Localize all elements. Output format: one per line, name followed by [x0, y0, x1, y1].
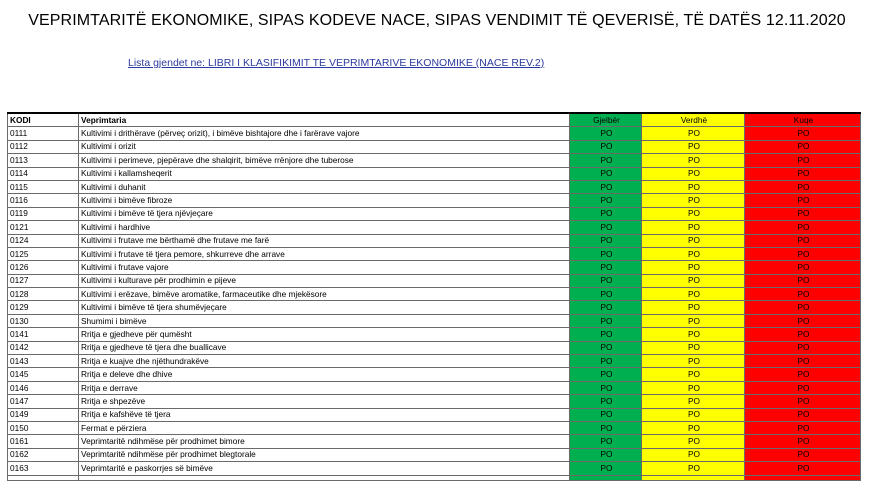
cell-veprimtaria: Kultivimi i kallamsheqerit [79, 167, 570, 180]
cell-gjelber: PO [570, 341, 642, 354]
cell-veprimtaria: Kultivimi i bimëve të tjera njëvjeçare [79, 207, 570, 220]
cell-veprimtaria: Kultivimi i frutave vajore [79, 261, 570, 274]
cell-gjelber: PO [570, 368, 642, 381]
cell-veprimtaria: Rritja e kafshëve të tjera [79, 408, 570, 421]
cell-gjelber: PO [570, 328, 642, 341]
cell-veprimtaria: Kultivimi i orizit [79, 140, 570, 153]
table-row [8, 462, 861, 475]
cell-kodi: 0112 [8, 140, 79, 153]
cell-gjelber: PO [570, 261, 642, 274]
cell-kuqe: PO [745, 247, 861, 260]
table-row [8, 234, 861, 247]
cell-kodi: 0119 [8, 207, 79, 220]
cell-kodi: 0130 [8, 314, 79, 327]
cell-kuqe: PO [745, 127, 861, 140]
cell-veprimtaria: Rritja e shpezëve [79, 395, 570, 408]
cell-veprimtaria: Veprimtaritë e paskorrjes së bimëve [79, 462, 570, 475]
cell-gjelber: PO [570, 194, 642, 207]
table-row [8, 154, 861, 167]
table-row [8, 207, 861, 220]
cell-verdhe: PO [642, 314, 745, 327]
cell-kuqe: PO [745, 368, 861, 381]
cell-gjelber: PO [570, 462, 642, 475]
table-row [8, 395, 861, 408]
cell-gjelber: PO [570, 154, 642, 167]
cell-verdhe: PO [642, 140, 745, 153]
cell-gjelber: PO [570, 421, 642, 434]
table-row [8, 314, 861, 327]
cell-gjelber: PO [570, 140, 642, 153]
cell-kuqe: PO [745, 341, 861, 354]
table-row [8, 140, 861, 153]
cell-kodi: 0161 [8, 435, 79, 448]
cell-veprimtaria: Kultivimi i frutave të tjera pemore, shkurreve dhe arrave [79, 247, 570, 260]
cell-verdhe: PO [642, 288, 745, 301]
cell-veprimtaria: Kultivimi i erëzave, bimëve aromatike, farmaceutike dhe mjekësore [79, 288, 570, 301]
cell-kodi: 0116 [8, 194, 79, 207]
cell-kuqe: PO [745, 462, 861, 475]
cell-veprimtaria: Kultivimi i kulturave për prodhimin e pijeve [79, 274, 570, 287]
cell-kodi: 0113 [8, 154, 79, 167]
cell-verdhe: PO [642, 408, 745, 421]
cell-kuqe: PO [745, 274, 861, 287]
cell-kuqe: PO [745, 435, 861, 448]
cell-kodi: 0141 [8, 328, 79, 341]
cell-veprimtaria: Veprimtaritë ndihmëse për prodhimet blegtorale [79, 448, 570, 461]
cell-gjelber: PO [570, 180, 642, 193]
cell-verdhe: PO [642, 154, 745, 167]
cell-gjelber: PO [570, 435, 642, 448]
cell-veprimtaria: Rritja e kuajve dhe njëthundrakëve [79, 355, 570, 368]
cell-verdhe: PO [642, 180, 745, 193]
cell-kodi: 0149 [8, 408, 79, 421]
cell-kodi: 0124 [8, 234, 79, 247]
cell-kuqe: PO [745, 167, 861, 180]
nace-list-link[interactable]: Lista gjendet ne: LIBRI I KLASIFIKIMIT TE VEPRIMTARIVE EKONOMIKE (NACE REV.2) [128, 57, 545, 69]
header-kodi: KODI [8, 113, 79, 127]
cell-kuqe: PO [745, 314, 861, 327]
table-header-row [8, 113, 861, 127]
cell-veprimtaria: Fermat e përziera [79, 421, 570, 434]
cell-verdhe: PO [642, 421, 745, 434]
cell-kodi: 0145 [8, 368, 79, 381]
cell-kodi: 0142 [8, 341, 79, 354]
table-row [8, 261, 861, 274]
cell-kodi: 0146 [8, 381, 79, 394]
cell-kuqe: PO [745, 408, 861, 421]
cell-gjelber: PO [570, 167, 642, 180]
cell-kuqe: PO [745, 140, 861, 153]
cell-verdhe: PO [642, 221, 745, 234]
cell-verdhe: PO [642, 435, 745, 448]
cell-kodi: 0127 [8, 274, 79, 287]
cell-gjelber: PO [570, 314, 642, 327]
cell-gjelber: PO [570, 234, 642, 247]
cell-kuqe: PO [745, 194, 861, 207]
page-title: VEPRIMTARITË EKONOMIKE, SIPAS KODEVE NACE, SIPAS VENDIMIT TË QEVERISË, TË DATËS 12.11.2020 [28, 12, 846, 29]
cell-verdhe: PO [642, 328, 745, 341]
cell-cutoff [745, 475, 861, 480]
cell-veprimtaria: Kultivimi i hardhive [79, 221, 570, 234]
cell-veprimtaria: Veprimtaritë ndihmëse për prodhimet bimore [79, 435, 570, 448]
cell-kuqe: PO [745, 395, 861, 408]
cell-kodi: 0162 [8, 448, 79, 461]
table-row [8, 355, 861, 368]
table-row [8, 301, 861, 314]
cell-kuqe: PO [745, 301, 861, 314]
cell-gjelber: PO [570, 395, 642, 408]
cell-verdhe: PO [642, 462, 745, 475]
cell-verdhe: PO [642, 341, 745, 354]
cell-verdhe: PO [642, 381, 745, 394]
header-veprimtaria: Veprimtaria [79, 113, 570, 127]
cell-veprimtaria: Shumimi i bimëve [79, 314, 570, 327]
cell-kodi: 0114 [8, 167, 79, 180]
table-row [8, 288, 861, 301]
cell-verdhe: PO [642, 247, 745, 260]
header-kuqe: Kuqe [745, 113, 861, 127]
cell-verdhe: PO [642, 167, 745, 180]
cell-verdhe: PO [642, 368, 745, 381]
cell-kuqe: PO [745, 180, 861, 193]
cell-gjelber: PO [570, 408, 642, 421]
cell-veprimtaria: Kultivimi i duhanit [79, 180, 570, 193]
cell-kuqe: PO [745, 328, 861, 341]
cell-kuqe: PO [745, 261, 861, 274]
cell-kuqe: PO [745, 448, 861, 461]
cell-veprimtaria: Rritja e deleve dhe dhive [79, 368, 570, 381]
cell-gjelber: PO [570, 221, 642, 234]
cell-gjelber: PO [570, 207, 642, 220]
table-row [8, 381, 861, 394]
cell-gjelber: PO [570, 381, 642, 394]
cell-kuqe: PO [745, 234, 861, 247]
cell-veprimtaria: Kultivimi i bimëve të tjera shumëvjeçare [79, 301, 570, 314]
cell-gjelber: PO [570, 247, 642, 260]
table-row [8, 127, 861, 140]
cell-gjelber: PO [570, 355, 642, 368]
cell-kodi: 0147 [8, 395, 79, 408]
table-row [8, 180, 861, 193]
cell-gjelber: PO [570, 127, 642, 140]
cell-verdhe: PO [642, 301, 745, 314]
cell-verdhe: PO [642, 194, 745, 207]
cell-gjelber: PO [570, 301, 642, 314]
cell-kodi: 0111 [8, 127, 79, 140]
cell-cutoff [642, 475, 745, 480]
cell-kuqe: PO [745, 221, 861, 234]
cell-kuqe: PO [745, 288, 861, 301]
cell-verdhe: PO [642, 234, 745, 247]
cell-verdhe: PO [642, 274, 745, 287]
cell-veprimtaria: Rritja e gjedheve për qumësht [79, 328, 570, 341]
cell-kodi: 0115 [8, 180, 79, 193]
table-row [8, 435, 861, 448]
cell-kuqe: PO [745, 381, 861, 394]
cell-kuqe: PO [745, 355, 861, 368]
table-row [8, 221, 861, 234]
table-row [8, 421, 861, 434]
cell-kuqe: PO [745, 207, 861, 220]
table-body [8, 127, 861, 480]
cell-kodi: 0150 [8, 421, 79, 434]
cell-kuqe: PO [745, 421, 861, 434]
cell-kodi: 0128 [8, 288, 79, 301]
table-row [8, 448, 861, 461]
cell-veprimtaria: Rritja e gjedheve të tjera dhe buallicave [79, 341, 570, 354]
cell-veprimtaria: Rritja e derrave [79, 381, 570, 394]
cell-veprimtaria: Kultivimi i frutave me bërthamë dhe frutave me farë [79, 234, 570, 247]
cell-kodi: 0121 [8, 221, 79, 234]
cell-gjelber: PO [570, 274, 642, 287]
cell-cutoff [8, 475, 79, 480]
table-row [8, 247, 861, 260]
cell-gjelber: PO [570, 448, 642, 461]
cell-cutoff [570, 475, 642, 480]
cell-verdhe: PO [642, 448, 745, 461]
cell-verdhe: PO [642, 355, 745, 368]
table-row [8, 341, 861, 354]
table-row [8, 167, 861, 180]
cell-kodi: 0163 [8, 462, 79, 475]
cell-kodi: 0126 [8, 261, 79, 274]
cell-kodi: 0129 [8, 301, 79, 314]
cell-verdhe: PO [642, 395, 745, 408]
table-row [8, 194, 861, 207]
cell-kuqe: PO [745, 154, 861, 167]
cell-veprimtaria: Kultivimi i perimeve, pjepërave dhe shalqirit, bimëve rrënjore dhe tuberose [79, 154, 570, 167]
cell-verdhe: PO [642, 127, 745, 140]
table-row-cutoff [8, 475, 861, 480]
table-row [8, 274, 861, 287]
cell-verdhe: PO [642, 261, 745, 274]
cell-kodi: 0125 [8, 247, 79, 260]
cell-veprimtaria: Kultivimi i drithërave (përveç orizit), i bimëve bishtajore dhe i farërave vajore [79, 127, 570, 140]
cell-cutoff [79, 475, 570, 480]
cell-veprimtaria: Kultivimi i bimëve fibroze [79, 194, 570, 207]
header-gjelber: Gjelbër [570, 113, 642, 127]
header-verdhe: Verdhë [642, 113, 745, 127]
table-row [8, 408, 861, 421]
cell-verdhe: PO [642, 207, 745, 220]
nace-table [7, 112, 861, 481]
cell-gjelber: PO [570, 288, 642, 301]
table-row [8, 368, 861, 381]
cell-kodi: 0143 [8, 355, 79, 368]
table-row [8, 328, 861, 341]
